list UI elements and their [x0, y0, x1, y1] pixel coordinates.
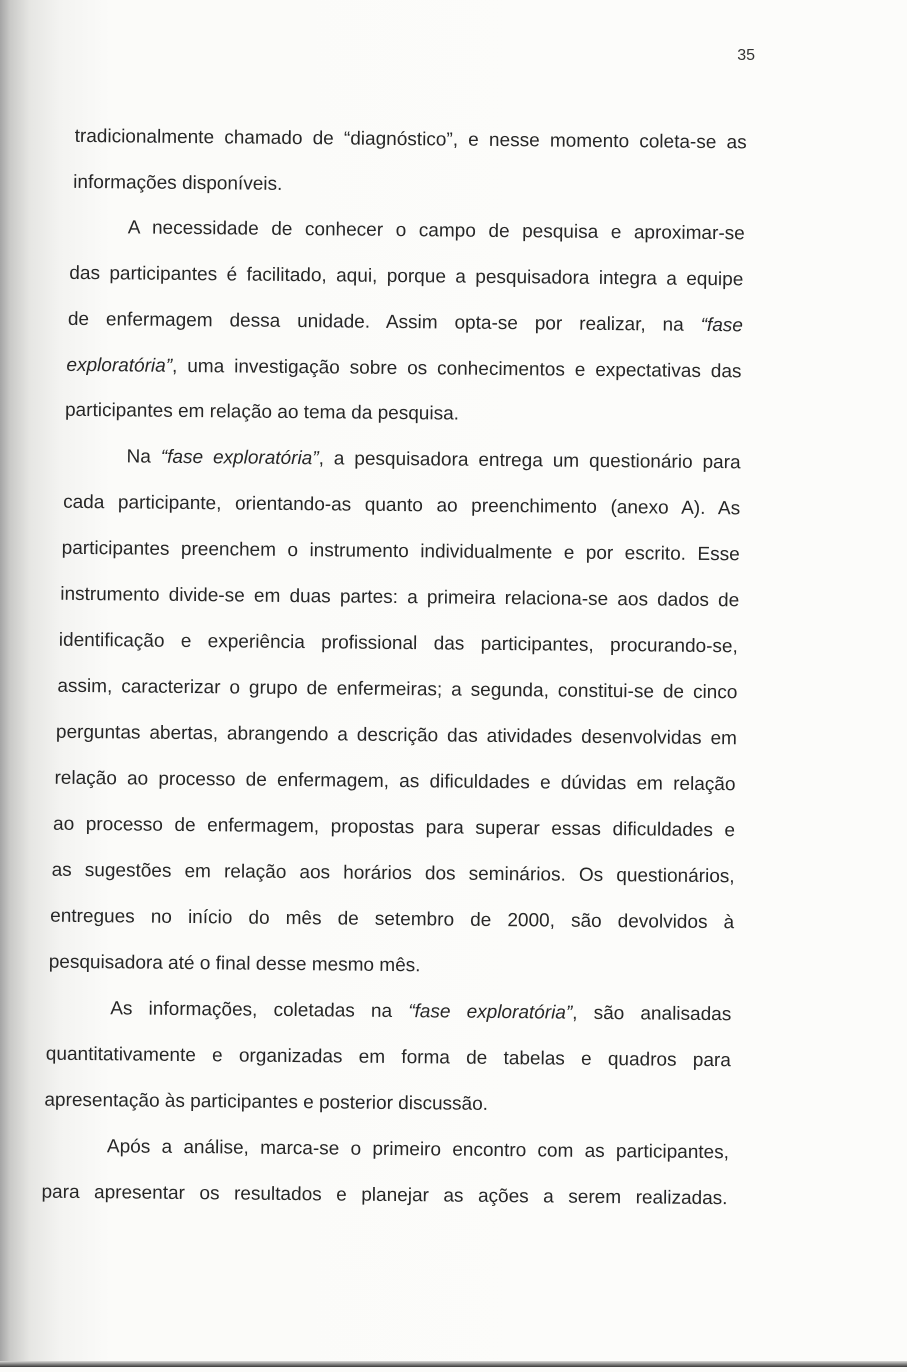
text-line: as sugestões em relação aos horários dos seminários. Os questionários, [51, 859, 735, 888]
text-line: entregues no início do mês de setembro de 2000, são devolvidos à [50, 905, 735, 934]
page-number: 35 [737, 47, 755, 64]
paragraph-start: Após a análise, marca-se o primeiro encontro com as participantes, [106, 1136, 730, 1164]
text-line: cada participante, orientando-as quanto ao preenchimento (anexo A). As [63, 491, 741, 520]
text-line: exploratória”, uma investigação sobre os conhecimentos e expectativas das [66, 354, 742, 383]
text-line: tradicionalmente chamado de “diagnóstico”, e nesse momento coleta-se as [74, 125, 747, 154]
text-line: das participantes é facilitado, aqui, porque a pesquisadora integra a equipe [69, 262, 744, 291]
text-line: instrumento divide-se em duas partes: a primeira relaciona-se aos dados de [60, 583, 740, 612]
scan-bottom-edge [0, 1361, 907, 1367]
text-line: informações disponíveis. [73, 171, 283, 195]
text-line: quantitativamente e organizadas em forma de tabelas e quadros para [45, 1043, 731, 1072]
text-line: de enfermagem dessa unidade. Assim opta-se por realizar, na “fase [67, 308, 743, 337]
text-line: relação ao processo de enfermagem, as dificuldades e dúvidas em relação [54, 767, 736, 796]
text-line: ao processo de enfermagem, propostas para superar essas dificuldades e [52, 813, 736, 842]
paragraph-start: As informações, coletadas na “fase exploratória”, são analisadas [110, 998, 732, 1026]
text-line: perguntas abertas, abrangendo a descrição das atividades desenvolvidas em [55, 721, 738, 750]
text-line: participantes em relação ao tema da pesquisa. [64, 399, 460, 425]
paragraph-start: A necessidade de conhecer o campo de pesquisa e aproximar-se [127, 217, 745, 245]
text-line: pesquisadora até o final desse mesmo mês. [48, 951, 421, 977]
paragraph-start: Na “fase exploratória”, a pesquisadora entrega um questionário para [126, 446, 741, 474]
text-line: para apresentar os resultados e planejar as ações a serem realizadas. [41, 1181, 728, 1210]
text-line: participantes preenchem o instrumento individualmente e por escrito. Esse [61, 537, 740, 566]
text-line: assim, caracterizar o grupo de enfermeiras; a segunda, constitui-se de cinco [57, 675, 738, 704]
text-line: identificação e experiência profissional das participantes, procurando-se, [58, 629, 738, 658]
text-line: apresentação às participantes e posterior discussão. [44, 1089, 489, 1115]
